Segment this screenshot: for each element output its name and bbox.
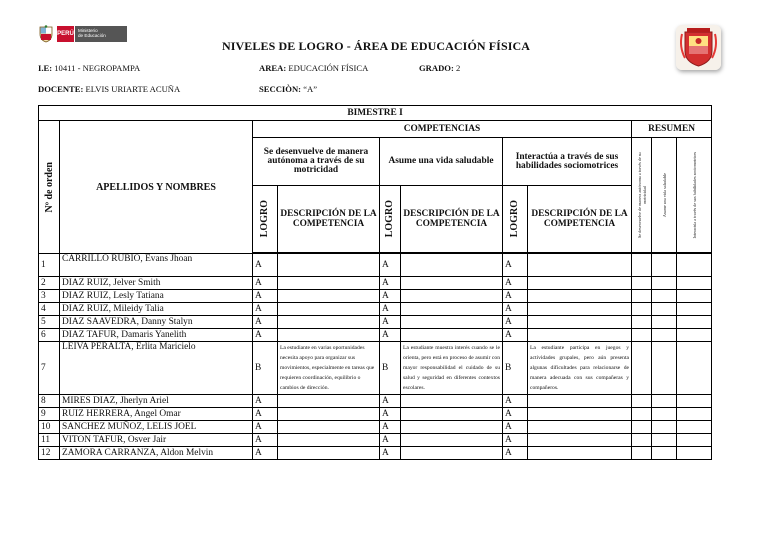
table-row (39, 290, 712, 303)
logro-2-cell: A (380, 329, 401, 342)
logro-3-cell: A (503, 395, 528, 408)
table-row (39, 316, 712, 329)
desc-2-cell (401, 329, 503, 342)
names-header: APELLIDOS Y NOMBRES (60, 121, 253, 254)
desc-1-cell (278, 329, 380, 342)
resumen-header: RESUMEN (632, 121, 712, 138)
logro-2-cell: A (380, 395, 401, 408)
desc-2-cell (401, 421, 503, 434)
student-name: CARRILLO RUBIO, Evans Jhoan (60, 254, 253, 277)
desc-3-cell (528, 421, 632, 434)
student-name: MIRES DIAZ, Jherlyn Ariel (60, 395, 253, 408)
table-row (39, 254, 712, 277)
desc-3-cell (528, 277, 632, 290)
resumen-2-cell (652, 434, 677, 447)
student-name: LEIVA PERALTA, Erlita Maricielo (60, 342, 253, 395)
table-row (39, 329, 712, 342)
desc-2-cell (401, 395, 503, 408)
logro-3-cell: A (503, 434, 528, 447)
resumen-3-cell (677, 303, 712, 316)
grado-line: GRADO: 2 (419, 63, 461, 73)
row-number: 11 (39, 434, 60, 447)
student-name: DIAZ SAAVEDRA, Danny Stalyn (60, 316, 253, 329)
resumen-3-cell (677, 395, 712, 408)
resumen-3-cell (677, 316, 712, 329)
logro-2-cell: A (380, 316, 401, 329)
row-number: 10 (39, 421, 60, 434)
logro-2-cell: A (380, 254, 401, 277)
desc-1-cell (278, 408, 380, 421)
peru-badge: PERÚ (57, 26, 74, 42)
table-row (39, 277, 712, 290)
desc-1-cell (278, 434, 380, 447)
logro-1-cell: A (253, 421, 278, 434)
docente-value: ELVIS URIARTE ACUÑA (85, 84, 181, 94)
desc-3-cell (528, 316, 632, 329)
resumen-1-cell (632, 434, 652, 447)
desc-2-cell (401, 277, 503, 290)
resumen-2-cell (652, 408, 677, 421)
logro-2-cell: A (380, 408, 401, 421)
resumen-1-cell (632, 408, 652, 421)
competencia-3-title: Interactúa a través de sus habilidades sociomotrices (503, 138, 632, 186)
desc-1-cell (278, 290, 380, 303)
resumen-1-cell (632, 342, 652, 395)
resumen-1-header: Se desenvuelve de manera autónoma a través de su motricidad (632, 138, 652, 253)
resumen-1-cell (632, 277, 652, 290)
resumen-2-cell (652, 303, 677, 316)
logro-1-cell: A (253, 290, 278, 303)
logro-3-cell: A (503, 421, 528, 434)
desc-3-cell (528, 434, 632, 447)
logro-2-cell: A (380, 277, 401, 290)
student-name: DIAZ RUIZ, Jelver Smith (60, 277, 253, 290)
desc-3-header: DESCRIPCIÓN DE LA COMPETENCIA (528, 186, 632, 253)
order-header: Nº de orden (39, 121, 60, 254)
seccion-value: “A” (303, 84, 318, 94)
desc-3-cell: La estudiante participa en juegos y actividades grupales, pero aún presenta algunas dificultades para relacionarse de manera adecuada con sus compañeras y compañeros. (528, 342, 632, 395)
grado-value: 2 (456, 63, 461, 73)
competencia-2-title: Asume una vida saludable (380, 138, 503, 186)
logro-3-cell: A (503, 303, 528, 316)
desc-1-cell (278, 316, 380, 329)
desc-3-cell (528, 329, 632, 342)
logro-1-cell: A (253, 329, 278, 342)
bimestre-header: BIMESTRE I (39, 106, 712, 121)
student-name: DIAZ TAFUR, Damaris Yanelith (60, 329, 253, 342)
student-name: SANCHEZ MUÑOZ, LELIS JOEL (60, 421, 253, 434)
desc-3-cell (528, 290, 632, 303)
logro-3-cell: B (503, 342, 528, 395)
resumen-3-cell (677, 290, 712, 303)
logro-2-cell: A (380, 421, 401, 434)
resumen-3-cell (677, 421, 712, 434)
area-line: AREA: EDUCACIÓN FÍSICA (259, 63, 369, 73)
row-number: 9 (39, 408, 60, 421)
desc-2-cell (401, 447, 503, 460)
minedu-logo (38, 25, 130, 43)
logro-3-cell: A (503, 316, 528, 329)
row-number: 3 (39, 290, 60, 303)
logro-3-cell: A (503, 447, 528, 460)
resumen-2-header: Asume una vida saludable (652, 138, 677, 253)
logro-3-header: LOGRO (503, 186, 528, 253)
school-crest-icon (676, 25, 721, 70)
resumen-3-cell (677, 342, 712, 395)
row-number: 12 (39, 447, 60, 460)
desc-3-cell (528, 408, 632, 421)
table-row (39, 303, 712, 316)
resumen-2-cell (652, 254, 677, 277)
resumen-1-cell (632, 421, 652, 434)
desc-2-cell (401, 408, 503, 421)
table-row (39, 342, 712, 395)
document-title: NIVELES DE LOGRO - ÁREA DE EDUCACIÓN FÍSICA (222, 39, 531, 53)
desc-1-cell (278, 303, 380, 316)
row-number: 5 (39, 316, 60, 329)
row-number: 2 (39, 277, 60, 290)
student-rows (39, 254, 712, 460)
logro-1-header: LOGRO (253, 186, 278, 253)
ie-line: I.E: 10411 - NEGROPAMPA (38, 63, 141, 73)
desc-3-cell (528, 254, 632, 277)
desc-2-cell (401, 303, 503, 316)
logro-3-cell: A (503, 277, 528, 290)
desc-1-cell (278, 254, 380, 277)
area-value: EDUCACIÓN FÍSICA (288, 63, 369, 73)
desc-3-cell (528, 303, 632, 316)
row-number: 6 (39, 329, 60, 342)
resumen-3-cell (677, 329, 712, 342)
resumen-2-cell (652, 329, 677, 342)
student-name: RUIZ HERRERA, Angel Omar (60, 408, 253, 421)
student-name: DIAZ RUIZ, Mileidy Talia (60, 303, 253, 316)
logro-2-cell: B (380, 342, 401, 395)
desc-1-cell (278, 447, 380, 460)
logro-3-cell: A (503, 408, 528, 421)
resumen-3-header: Interactúa a través de sus habilidades sociomotrices (677, 138, 712, 253)
resumen-3-cell (677, 434, 712, 447)
resumen-1-cell (632, 254, 652, 277)
grades-table (38, 105, 712, 460)
resumen-2-cell (652, 290, 677, 303)
desc-1-header: DESCRIPCIÓN DE LA COMPETENCIA (278, 186, 380, 253)
competencias-header: COMPETENCIAS (253, 121, 632, 138)
logro-2-cell: A (380, 434, 401, 447)
logro-2-cell: A (380, 447, 401, 460)
table-row (39, 408, 712, 421)
resumen-2-cell (652, 277, 677, 290)
student-name: VITON TAFUR, Osver Jair (60, 434, 253, 447)
desc-1-cell (278, 277, 380, 290)
desc-3-cell (528, 447, 632, 460)
logro-1-cell: A (253, 408, 278, 421)
desc-3-cell (528, 395, 632, 408)
logro-1-cell: A (253, 303, 278, 316)
resumen-1-cell (632, 290, 652, 303)
logro-1-cell: A (253, 254, 278, 277)
resumen-2-cell (652, 342, 677, 395)
desc-2-cell (401, 254, 503, 277)
resumen-1-cell (632, 316, 652, 329)
logro-3-cell: A (503, 254, 528, 277)
resumen-1-cell (632, 395, 652, 408)
desc-2-cell (401, 434, 503, 447)
resumen-3-cell (677, 254, 712, 277)
ministry-badge: Ministerio de Educación (75, 26, 127, 42)
logro-3-cell: A (503, 290, 528, 303)
student-name: DIAZ RUIZ, Lesly Tatiana (60, 290, 253, 303)
resumen-2-cell (652, 421, 677, 434)
desc-2-cell (401, 316, 503, 329)
logro-1-cell: A (253, 316, 278, 329)
logro-3-cell: A (503, 329, 528, 342)
table-row (39, 447, 712, 460)
coat-of-arms-icon (38, 25, 54, 43)
resumen-3-cell (677, 277, 712, 290)
resumen-1-cell (632, 447, 652, 460)
logro-2-cell: A (380, 303, 401, 316)
student-name: ZAMORA CARRANZA, Aldon Melvin (60, 447, 253, 460)
row-number: 7 (39, 342, 60, 395)
resumen-3-cell (677, 447, 712, 460)
row-number: 8 (39, 395, 60, 408)
row-number: 4 (39, 303, 60, 316)
resumen-1-cell (632, 329, 652, 342)
row-number: 1 (39, 254, 60, 277)
table-row (39, 421, 712, 434)
desc-2-cell (401, 290, 503, 303)
logro-2-cell: A (380, 290, 401, 303)
logro-2-header: LOGRO (380, 186, 401, 253)
ie-value: 10411 - NEGROPAMPA (54, 63, 141, 73)
desc-2-cell: La estudiante muestra interés cuando se le orienta, pero está en proceso de asumir con mayor responsabilidad el cuidado de su salud y seguridad en diferentes contextos escolares. (401, 342, 503, 395)
desc-1-cell (278, 395, 380, 408)
resumen-2-cell (652, 447, 677, 460)
table-row (39, 434, 712, 447)
table-row (39, 395, 712, 408)
logro-1-cell: A (253, 395, 278, 408)
seccion-line: SECCIÒN: “A” (259, 84, 318, 94)
desc-1-cell (278, 421, 380, 434)
logro-1-cell: A (253, 277, 278, 290)
logro-1-cell: B (253, 342, 278, 395)
competencia-1-title: Se desenvuelve de manera autónoma a través de su motricidad (253, 138, 380, 186)
resumen-2-cell (652, 395, 677, 408)
desc-1-cell: La estudiante en varias oportunidades necesita apoyo para organizar sus movimientos, especialmente en tareas que requieren coordinación, equilibrio o cambios de dirección. (278, 342, 380, 395)
resumen-2-cell (652, 316, 677, 329)
resumen-1-cell (632, 303, 652, 316)
desc-2-header: DESCRIPCIÓN DE LA COMPETENCIA (401, 186, 503, 253)
logro-1-cell: A (253, 447, 278, 460)
logro-1-cell: A (253, 434, 278, 447)
resumen-3-cell (677, 408, 712, 421)
docente-line: DOCENTE: ELVIS URIARTE ACUÑA (38, 84, 181, 94)
